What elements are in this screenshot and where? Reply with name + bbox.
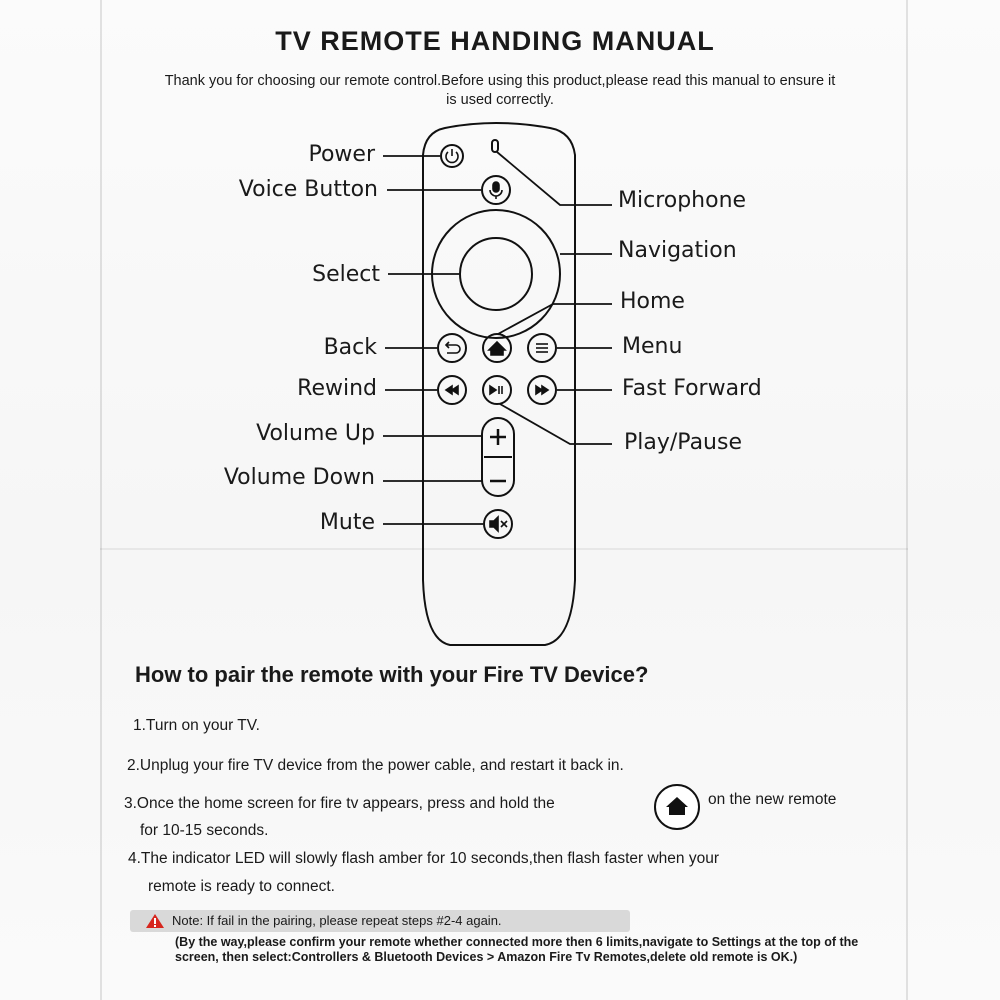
label-volume-up: Volume Up [256,421,375,446]
label-play-pause: Play/Pause [624,430,742,455]
label-select: Select [312,262,380,287]
label-menu: Menu [622,334,683,359]
label-home: Home [620,289,685,314]
label-navigation: Navigation [618,238,737,263]
label-volume-down: Volume Down [223,465,375,490]
note-label: Note: If fail in the pairing, please repeat steps #2-4 again. [172,913,502,928]
note-detail: (By the way,please confirm your remote whether connected more then 6 limits,navigate to Settings at the top of the screen, then select:Controllers & Bluetooth Devices > Amazon Fire Tv Remotes,delete old remote is OK.) [175,935,859,964]
back-button [438,334,466,362]
plus-icon [490,429,506,445]
label-mute: Mute [319,510,375,535]
mute-icon [490,517,507,531]
pairing-heading: How to pair the remote with your Fire TV Device? [135,662,649,687]
label-microphone: Microphone [618,188,747,213]
warning-icon [145,913,165,929]
page-title: TV REMOTE HANDING MANUAL [275,26,715,56]
menu-icon [536,344,548,352]
step-4-cont: remote is ready to connect. [148,878,335,895]
label-fast-forward: Fast Forward [622,376,762,401]
microphone-icon [490,182,502,199]
leader-microphone [497,152,612,205]
microphone-hole [492,140,498,152]
label-rewind: Rewind [297,376,377,401]
leader-home [498,304,612,334]
step-4: 4.The indicator LED will slowly flash amber for 10 seconds,then flash faster when your [128,850,720,867]
play-pause-icon [490,386,502,394]
step-1: 1.Turn on your TV. [133,717,260,734]
label-back: Back [323,335,377,360]
home-button-badge [654,784,700,830]
back-icon [446,342,460,353]
leader-play-pause [500,404,612,444]
intro-text: Thank you for choosing our remote control.Before using this product,please read this manual to ensure it is used correctly. [164,73,836,108]
step-3-duration: for 10-15 seconds. [140,822,269,839]
home-icon [489,342,505,355]
label-power: Power [308,142,375,167]
select-button [460,238,532,310]
step-3-end: on the new remote [708,791,837,808]
label-voice-button: Voice Button [238,177,378,202]
power-icon [446,149,458,162]
home-icon [656,786,698,828]
step-2: 2.Unplug your fire TV device from the power cable, and restart it back in. [127,757,624,774]
remote-body [423,123,575,645]
step-3-start: 3.Once the home screen for fire tv appears, press and hold the [124,795,555,812]
rewind-icon [446,386,458,394]
fast-forward-icon [536,386,548,394]
